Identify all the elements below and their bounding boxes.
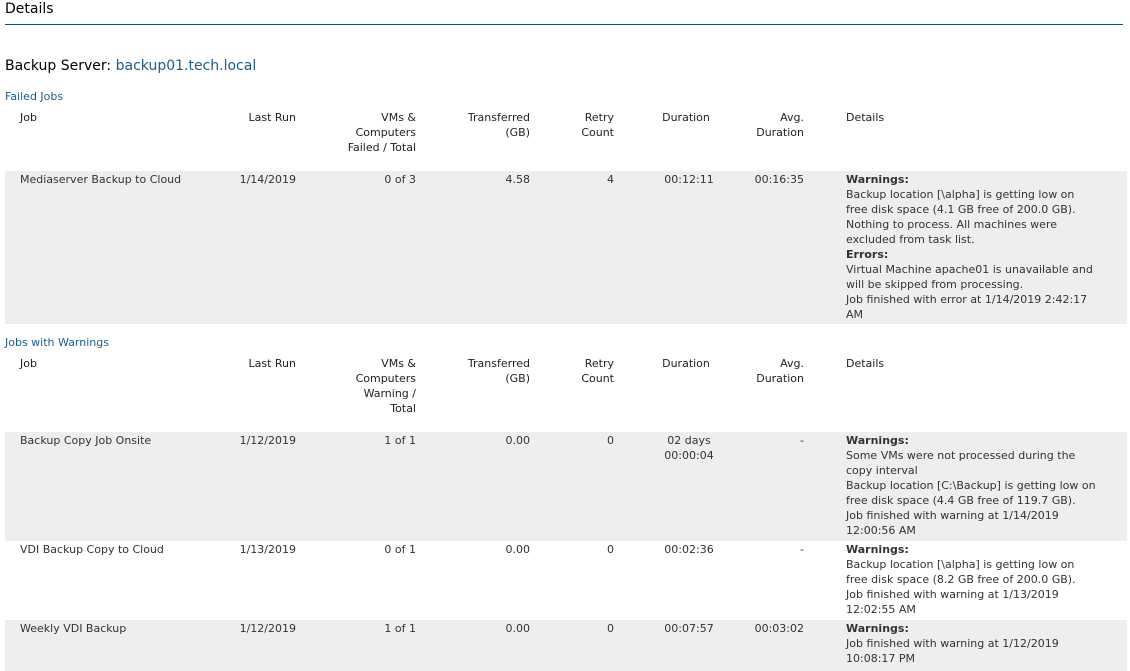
page-header	[5, 0, 1123, 25]
col-header-retry: Retry Count	[581, 357, 614, 385]
backup-server-name[interactable]: backup01.tech.local	[115, 58, 257, 74]
col-header-job: Job	[20, 357, 37, 370]
col-header-last-run: Last Run	[248, 357, 296, 370]
col-header-job: Job	[20, 111, 37, 124]
row-details	[846, 172, 1096, 322]
transferred: 0.00	[505, 543, 530, 556]
job-name: Mediaserver Backup to Cloud	[20, 173, 182, 186]
retry-count: 0	[607, 434, 614, 447]
transferred: 4.58	[505, 173, 530, 186]
col-header-last-run: Last Run	[248, 111, 296, 124]
col-header-retry: Retry Count	[581, 111, 614, 139]
detail-line: 12:02:55 AM	[846, 603, 916, 616]
duration: 00:12:11	[664, 173, 714, 186]
avg-duration: -	[800, 543, 804, 556]
detail-line: Job finished with error at 1/14/2019 2:42:17	[846, 293, 1088, 306]
row-details	[846, 542, 1096, 617]
retry-count: 4	[607, 173, 614, 186]
job-name: Backup Copy Job Onsite	[20, 434, 152, 447]
col-header-duration: Duration	[662, 357, 710, 370]
row-details	[846, 433, 1096, 538]
last-run: 1/12/2019	[239, 434, 296, 447]
col-header-transferred: Transferred (GB)	[467, 111, 530, 139]
detail-line: Some VMs were not processed during the	[846, 449, 1076, 462]
detail-line: 10:08:17 PM	[846, 652, 916, 665]
job-name: VDI Backup Copy to Cloud	[20, 543, 164, 556]
detail-line: Job finished with warning at 1/12/2019	[846, 637, 1059, 650]
detail-line: Job finished with warning at 1/13/2019	[846, 588, 1059, 601]
col-header-vms: VMs & Computers Failed / Total	[347, 111, 416, 154]
detail-line: Backup location [\alpha] is getting low on	[846, 188, 1075, 201]
backup-server-label: Backup Server:	[5, 58, 112, 74]
avg-duration: 00:16:35	[754, 173, 804, 186]
vms-count: 0 of 3	[384, 173, 416, 186]
avg-duration: 00:03:02	[754, 622, 804, 635]
page-title: Details	[5, 1, 54, 17]
avg-duration: -	[800, 434, 804, 447]
col-header-duration: Duration	[662, 111, 710, 124]
duration: 02 days 00:00:04	[664, 434, 714, 462]
detail-line: Backup location [\alpha] is getting low on	[846, 558, 1075, 571]
col-header-avg-duration: Avg. Duration	[756, 111, 804, 139]
warnings-label: Warnings:	[846, 434, 909, 447]
detail-line: free disk space (4.1 GB free of 200.0 GB).	[846, 203, 1076, 216]
vms-count: 1 of 1	[384, 434, 416, 447]
vms-count: 0 of 1	[384, 543, 416, 556]
detail-line: Virtual Machine apache01 is unavailable and	[846, 263, 1093, 276]
detail-line: Backup location [C:\Backup] is getting low on	[846, 479, 1096, 492]
job-name: Weekly VDI Backup	[20, 622, 127, 635]
detail-line: free disk space (4.4 GB free of 119.7 GB).	[846, 494, 1076, 507]
errors-label: Errors:	[846, 248, 889, 261]
retry-count: 0	[607, 622, 614, 635]
detail-line: 12:00:56 AM	[846, 524, 916, 537]
detail-line: excluded from task list.	[846, 233, 975, 246]
col-header-transferred: Transferred (GB)	[467, 357, 530, 385]
vms-count: 1 of 1	[384, 622, 416, 635]
failed-jobs-title[interactable]: Failed Jobs	[5, 90, 64, 103]
warnings-label: Warnings:	[846, 543, 909, 556]
detail-line: Nothing to process. All machines were	[846, 218, 1057, 231]
retry-count: 0	[607, 543, 614, 556]
jobs-with-warnings-title[interactable]: Jobs with Warnings	[5, 336, 109, 349]
last-run: 1/12/2019	[239, 622, 296, 635]
col-header-details: Details	[846, 357, 885, 370]
detail-line: copy interval	[846, 464, 918, 477]
last-run: 1/13/2019	[239, 543, 296, 556]
transferred: 0.00	[505, 622, 530, 635]
col-header-avg-duration: Avg. Duration	[756, 357, 804, 385]
detail-line: Job finished with warning at 1/14/2019	[846, 509, 1059, 522]
last-run: 1/14/2019	[239, 173, 296, 186]
duration: 00:02:36	[664, 543, 714, 556]
warnings-label: Warnings:	[846, 173, 909, 186]
detail-line: AM	[846, 308, 864, 321]
duration: 00:07:57	[664, 622, 714, 635]
warnings-label: Warnings:	[846, 622, 909, 635]
detail-line: free disk space (8.2 GB free of 200.0 GB).	[846, 573, 1076, 586]
row-details	[846, 621, 1096, 666]
detail-line: will be skipped from processing.	[846, 278, 1024, 291]
transferred: 0.00	[505, 434, 530, 447]
col-header-vms: VMs & Computers Warning / Total	[355, 357, 416, 415]
col-header-details: Details	[846, 111, 885, 124]
backup-server-heading	[5, 58, 256, 74]
